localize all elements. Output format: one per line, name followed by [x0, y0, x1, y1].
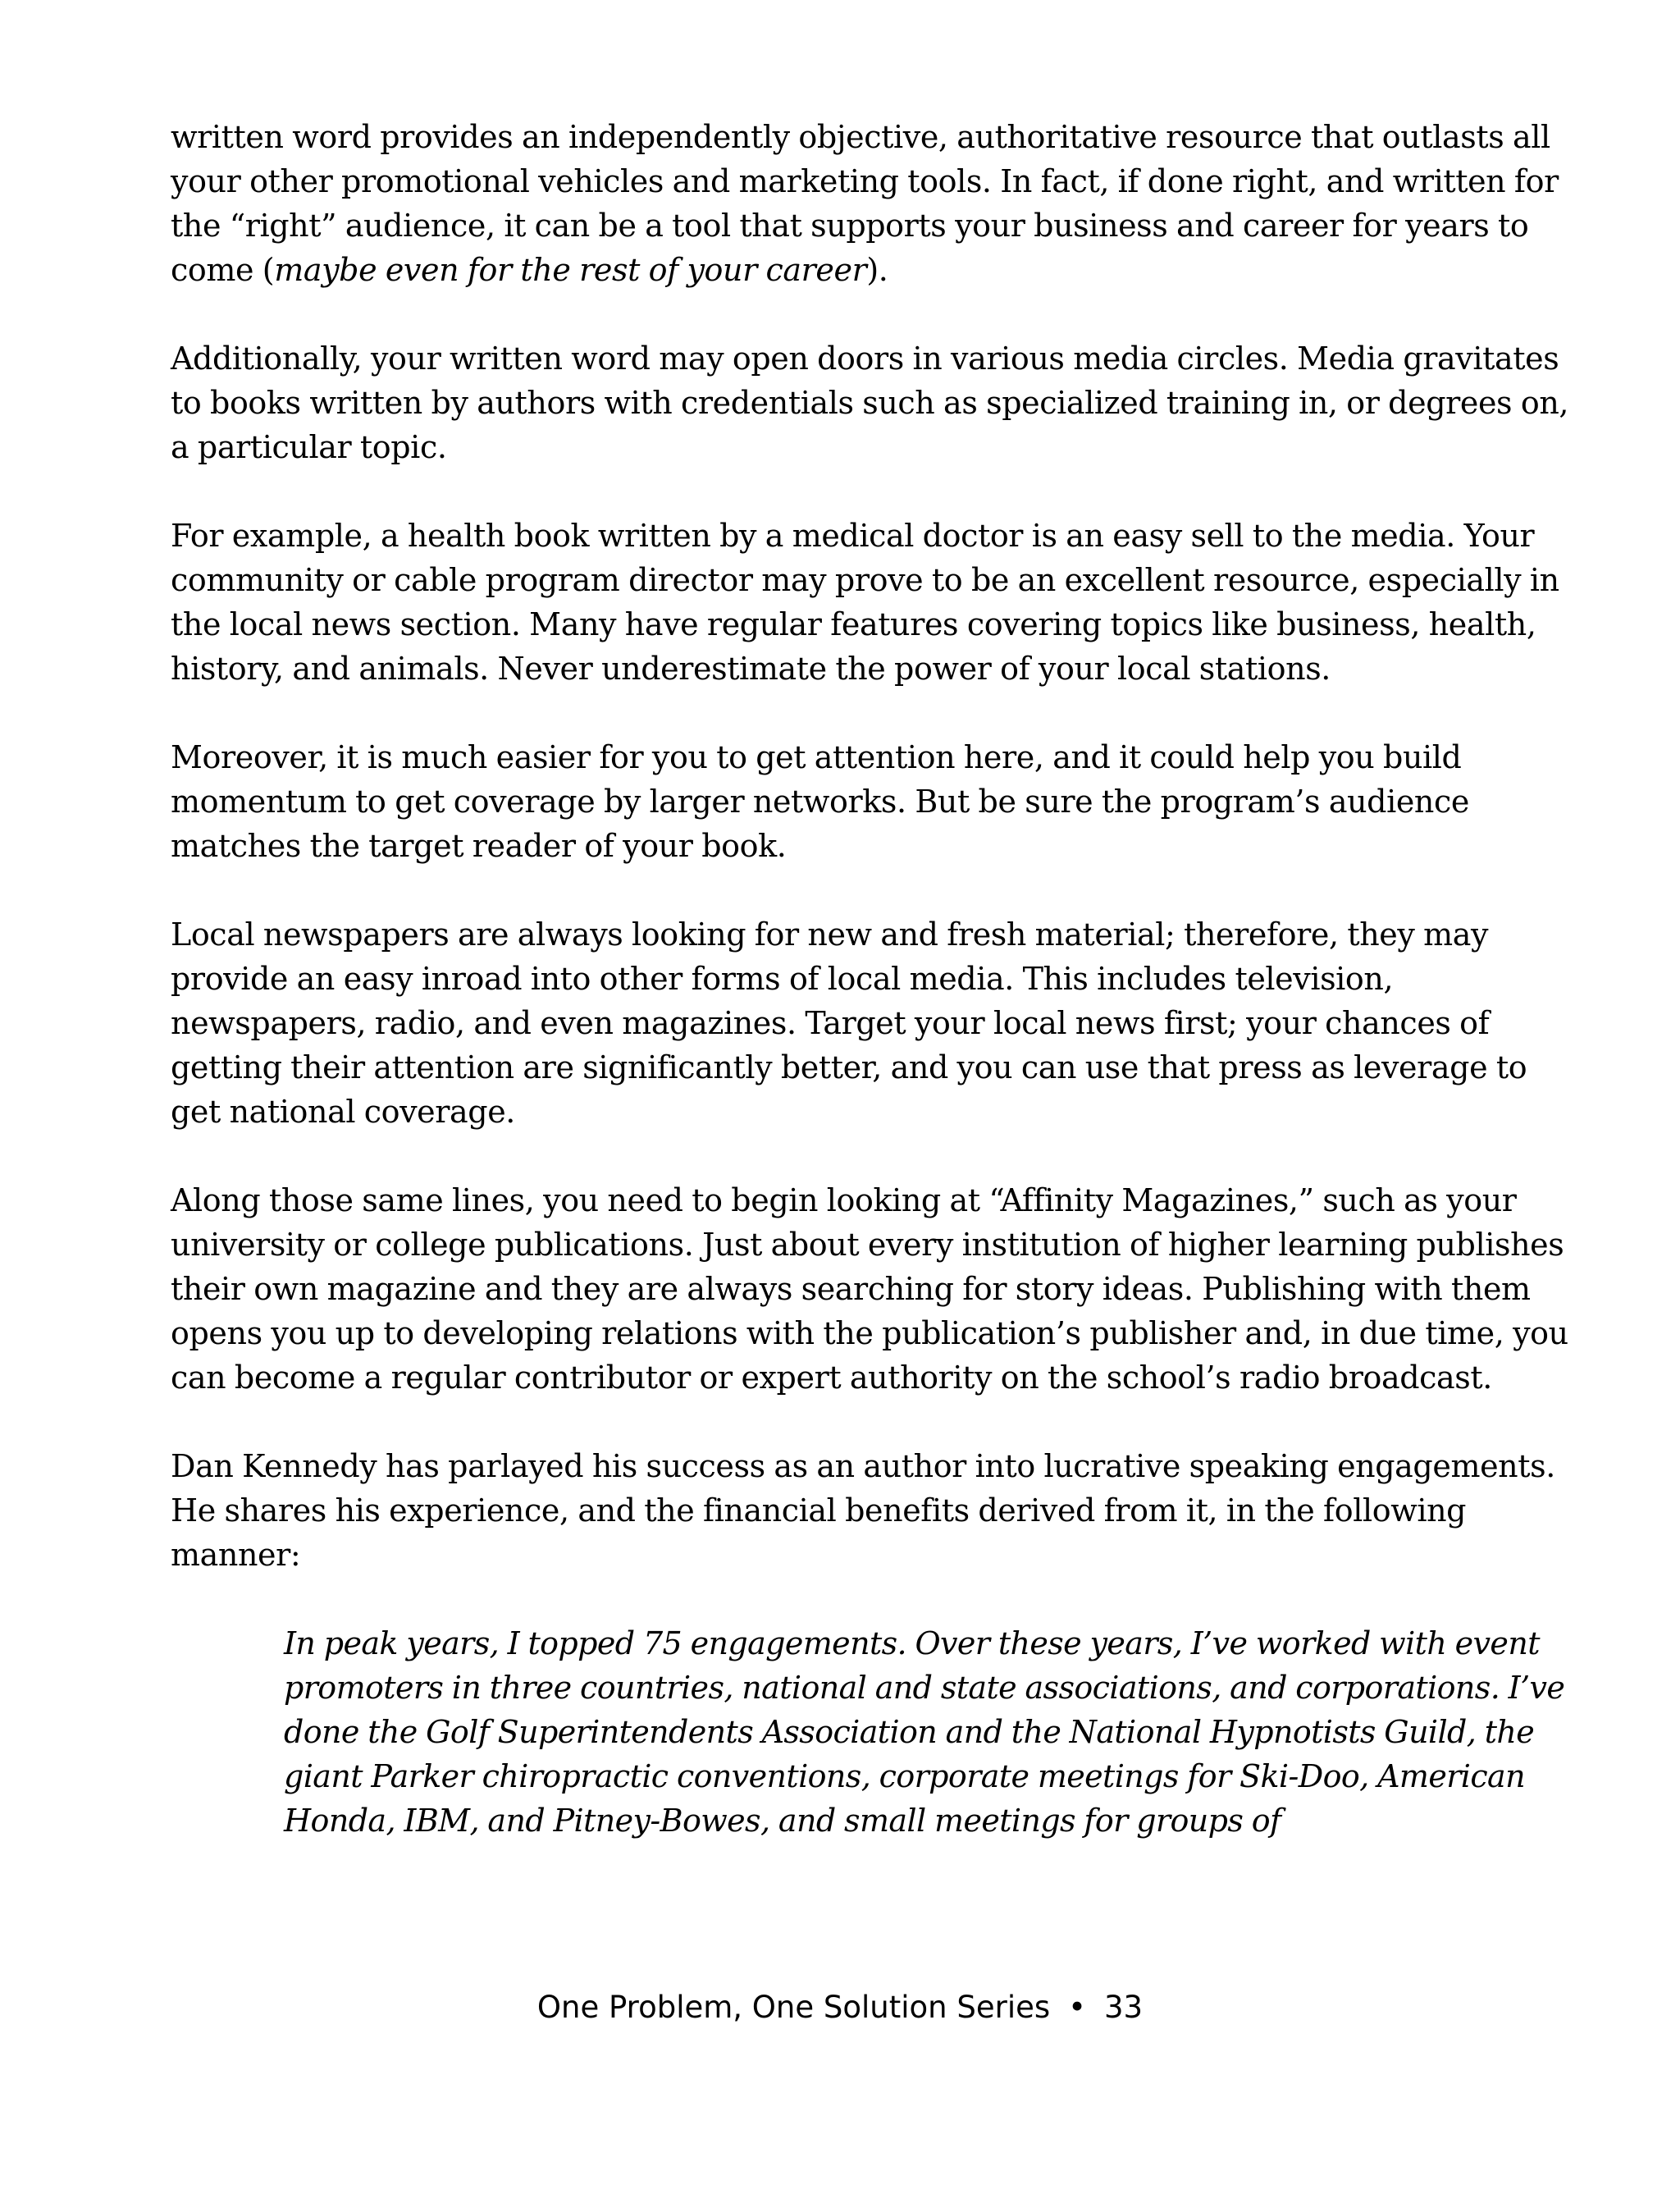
series-title: One Problem, One Solution Series [536, 1990, 1051, 2025]
page-body [171, 115, 1582, 1843]
paragraph-health-example: For example, a health book written by a medical doctor is an easy sell to the media. Your community or cable program director may prove to be an excellent resource, especially in the local news section. Many have regular features covering topics like business, health, history, and animals. Never underestimate the power of your local stations. [171, 518, 1559, 687]
paragraph-affinity-magazines: Along those same lines, you need to begin looking at “Affinity Magazines,” such as your university or college publications. Just about every institution of higher learning publishes their own magazine and they are always searching for story ideas. Publishing with them opens you up to developing relations with the publication’s publisher and, in due time, you can become a regular contributor or expert authority on the school’s radio broadcast. [171, 1182, 1568, 1396]
page-footer [0, 1987, 1680, 2028]
paragraph-dan-kennedy: Dan Kennedy has parlayed his success as an author into lucrative speaking engagements. He shares his experience, and the financial benefits derived from it, in the following manner: [171, 1448, 1555, 1573]
paragraph-text: ). [866, 252, 888, 288]
italic-phrase: maybe even for the rest of your career [274, 252, 867, 288]
paragraph-local-newspapers: Local newspapers are always looking for new and fresh material; therefore, they may provide an easy inroad into other forms of local media. This includes television, newspapers, radio, and even magazines. Target your local news first; your chances of getting their attention are significantly better, and you can use that press as leverage to get national coverage. [171, 916, 1527, 1130]
bullet-separator: • [1068, 1990, 1086, 2025]
block-quote: In peak years, I topped 75 engagements. Over these years, I’ve worked with event promoters in three countries, national and state associations, and corporations. I’ve done the Golf Superintendents Association and the National Hypnotists Guild, the giant Parker chiropractic conventions, corporate meetings for Ski-Doo, American Honda, IBM, and Pitney-Bowes, and small meetings for groups of [284, 1625, 1565, 1839]
paragraph-momentum: Moreover, it is much easier for you to get attention here, and it could help you build momentum to get coverage by larger networks. But be sure the program’s audience matches the target reader of your book. [171, 739, 1469, 864]
page-number: 33 [1104, 1990, 1144, 2025]
paragraph-media-circles: Additionally, your written word may open doors in various media circles. Media gravitates to books written by authors with credentials such as specialized training in, or degrees on, a particular topic. [171, 340, 1569, 465]
paragraph-text: written word provides an independently objective, authoritative resource that outlasts all your other promotional vehicles and marketing tools. In fact, if done right, and written for the “right” audience, it can be a tool that supports your business and career for years to come ( [171, 119, 1559, 288]
paragraph-book-value [171, 115, 1582, 292]
